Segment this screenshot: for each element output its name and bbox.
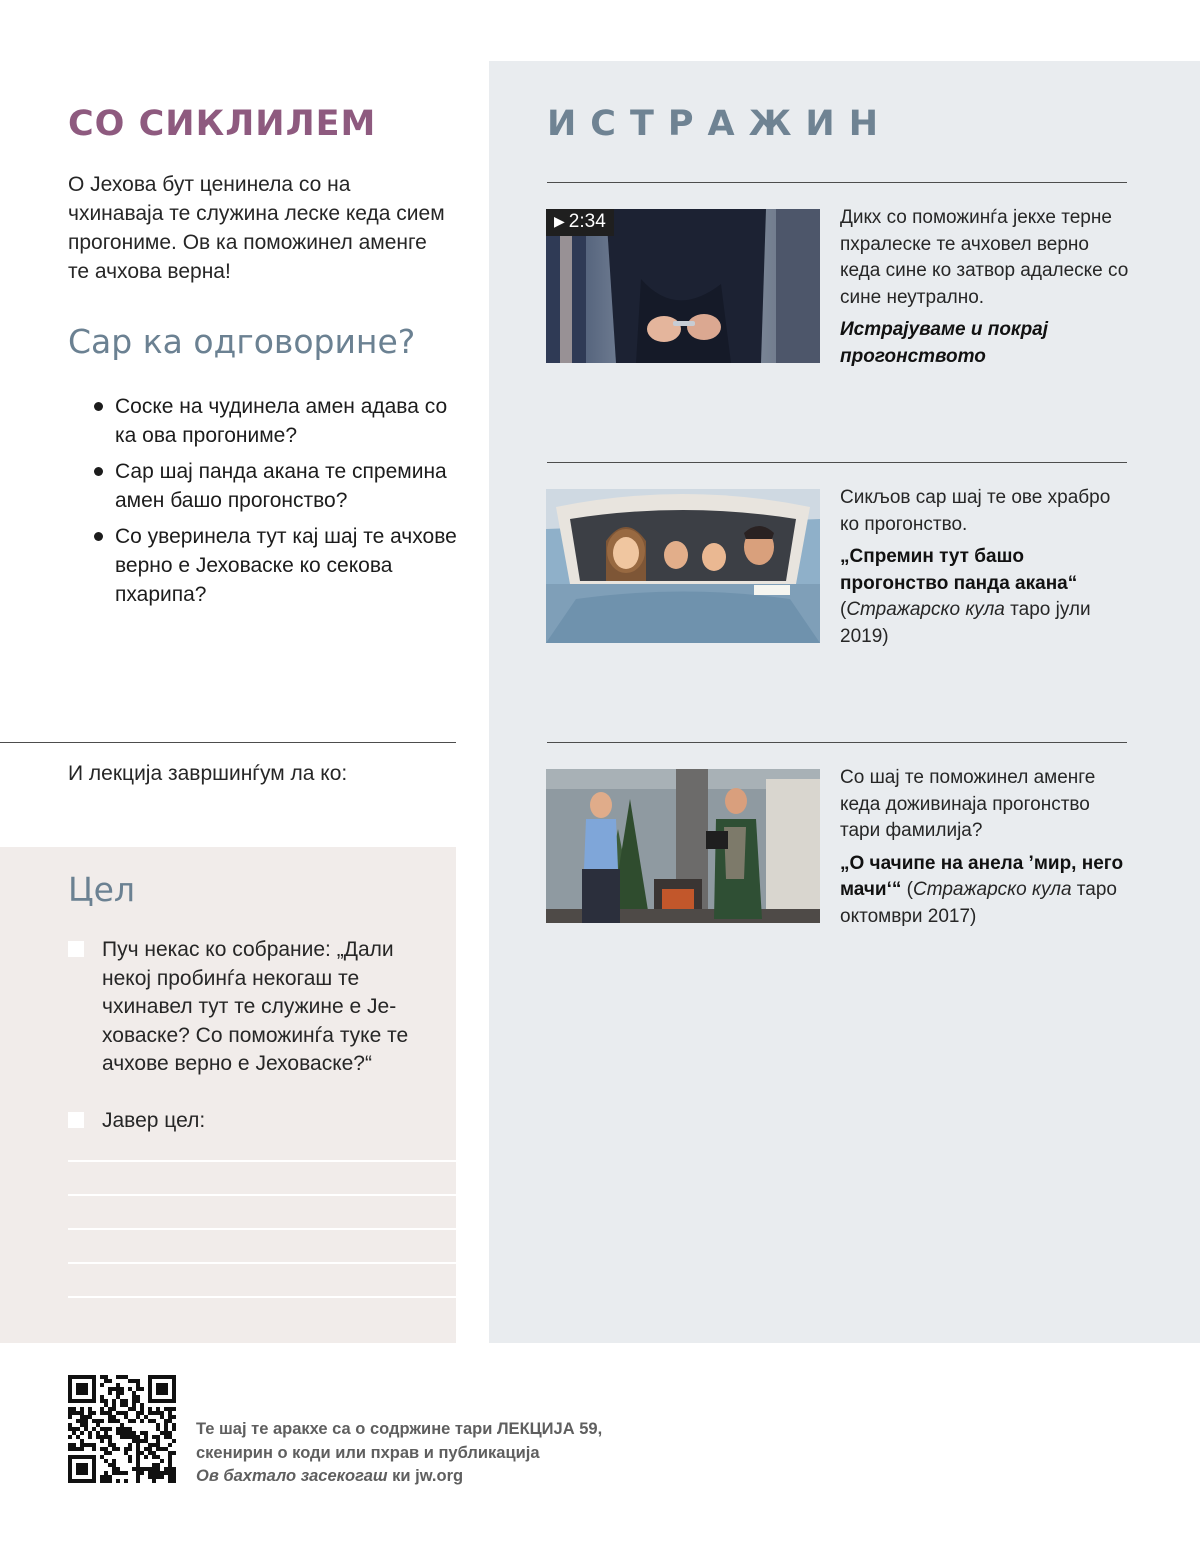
explore-item-text <box>840 765 1130 930</box>
write-line[interactable] <box>68 1160 456 1162</box>
questions-heading: Сар ка одговорине? <box>68 322 416 361</box>
goal-checkbox[interactable] <box>68 1112 84 1128</box>
explore-item-text <box>840 485 1130 650</box>
bullet-icon <box>94 532 103 541</box>
question-item: Со уверинела тут кај шај те ачхове верно е Јеховаске ко секова пхарипа? <box>92 522 462 609</box>
explore-item-description: Дикх со поможинѓа јекхе терне пхралеске те ачховел верно кеда сине ко затвор адалеске со сине неутрално. <box>840 207 1129 308</box>
qr-code-icon[interactable] <box>68 1375 176 1483</box>
summary-text: О Јехова бут ценинела со на чхинаваја те служина леске кеда сием прогониме. Ов ка поможинел аменге те ачхова верна! <box>68 173 445 283</box>
explore-item-reference <box>840 851 1130 931</box>
video-thumbnail[interactable] <box>546 209 820 363</box>
explore-item-title-link[interactable]: „Спремин тут башо прогонство панда акана“ <box>840 546 1078 594</box>
goal-item-label: Јавер цел: <box>102 1109 206 1132</box>
bullet-icon <box>94 402 103 411</box>
article-thumbnail[interactable] <box>546 489 820 643</box>
source-open: ( <box>901 879 913 900</box>
source-publication: Стражарско кула <box>913 879 1072 900</box>
goal-checkbox[interactable] <box>68 941 84 957</box>
play-icon: ▶ <box>554 213 565 229</box>
explore-item-title-link[interactable]: „О чачипе на анела ’мир, него мачи‘“ <box>840 852 1124 900</box>
explore-item-title-link[interactable]: Истрајуваме и покрај прогонството <box>840 319 1049 367</box>
qr-code-graphic <box>68 1375 176 1483</box>
video-duration-badge: ▶ 2:34 <box>546 209 614 236</box>
divider <box>547 462 1127 463</box>
questions-list <box>92 392 462 616</box>
publication-name: Ов бахтало засекогаш <box>196 1467 388 1485</box>
footer-note <box>196 1418 716 1489</box>
explore-heading: ИСТРАЖИН <box>547 104 893 144</box>
write-line[interactable] <box>68 1194 456 1196</box>
goal-panel <box>0 847 456 1343</box>
divider <box>0 742 456 743</box>
source-publication: Стражарско кула <box>846 599 1005 620</box>
write-line[interactable] <box>68 1228 456 1230</box>
goal-item-other <box>68 1107 438 1136</box>
source-date: таро октомври 2017) <box>840 879 1117 927</box>
article-thumbnail[interactable] <box>546 769 820 923</box>
family-opposition-image <box>546 769 820 923</box>
source-open: ( <box>840 599 847 620</box>
footer-site: ки jw.org <box>387 1467 464 1485</box>
lesson-completed-label: И лекција завршинѓум ла ко: <box>68 762 348 785</box>
source-date: таро јули 2019) <box>840 599 1091 647</box>
explore-item-reference <box>840 544 1130 650</box>
question-item: Сар шај панда акана те спремина амен башо прогонство? <box>92 457 462 515</box>
write-line[interactable] <box>68 1296 456 1298</box>
footer-line: Те шај те аракхе са о содржине тари ЛЕКЦИЈА 59, <box>196 1420 603 1438</box>
goal-item-ask <box>68 936 438 1079</box>
footer-line: скенирин о коди или пхрав и публикација <box>196 1443 540 1462</box>
explore-item-text <box>840 205 1130 370</box>
explore-item-description: Со шај те поможинел аменге кеда доживинаја прогонство тари фамилија? <box>840 767 1096 841</box>
family-in-car-image <box>546 489 820 643</box>
goal-heading: Цел <box>68 870 136 909</box>
bullet-icon <box>94 467 103 476</box>
summary-heading: СО СИКЛИЛЕМ <box>68 104 377 144</box>
divider <box>547 742 1127 743</box>
explore-item-description: Сикљов сар шај те ове храбро ко прогонство. <box>840 487 1111 535</box>
question-item: Соске на чудинела амен адава со ка ова прогониме? <box>92 392 462 450</box>
goal-item-label: Пуч некас ко собрание: „Дали некој пробинѓа некогаш те чхинавел тут те служине е Јеховаске? Со поможинѓа туке те ачхове верно е Јеховаске?“ <box>102 938 409 1075</box>
divider <box>547 182 1127 183</box>
footer-line <box>196 1465 716 1489</box>
write-line[interactable] <box>68 1262 456 1264</box>
